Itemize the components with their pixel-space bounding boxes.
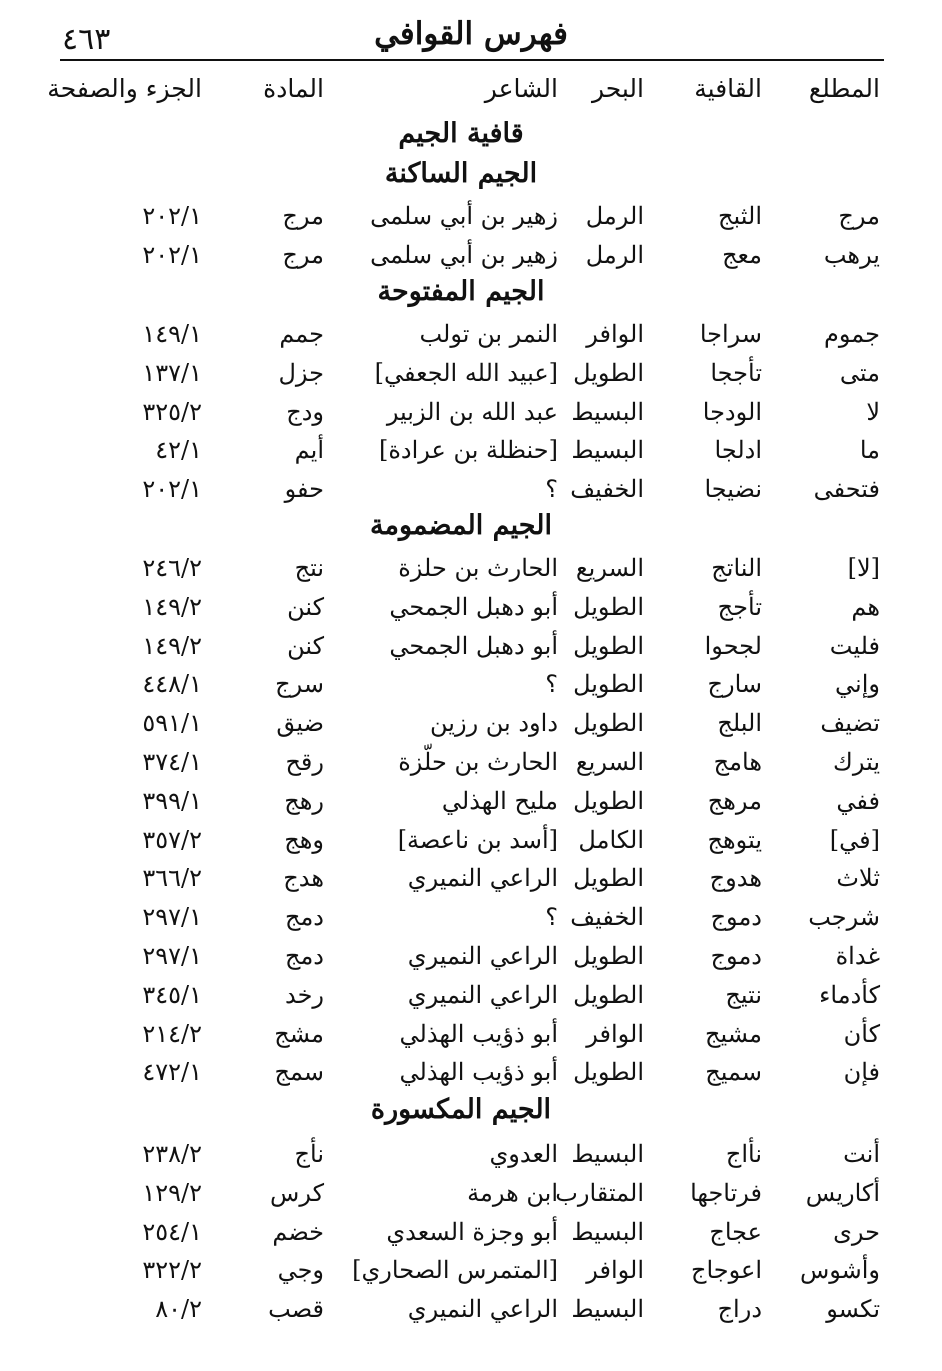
table-row [0,432,942,471]
cell-shaer: ؟ [545,903,558,932]
cell-matla: فتحفى [813,475,880,504]
cell-shaer: ؟ [545,670,558,699]
cell-matla: وأشوس [799,1256,880,1285]
table-row [0,1291,942,1330]
cell-qafia: دموج [710,941,762,970]
cell-qafia: سميج [705,1058,762,1087]
cell-shaer: [المتمرس الصحاري] [352,1256,558,1285]
cell-shaer: زهير بن أبي سلمى [370,202,558,230]
cell-qafia: البلج [717,709,762,738]
section-title: الجيم المفتوحة [377,276,545,307]
table-row [0,1214,942,1253]
cell-matla: مرج [838,202,880,230]
table-row [0,1136,942,1175]
cell-madda: سمج [274,1058,324,1087]
table-row [0,589,942,628]
cell-shaer: أبو ذؤيب الهذلي [399,1019,558,1048]
column-header-qafia: القافية [694,74,762,103]
cell-page: ١٢٩/٢ [142,1178,202,1207]
cell-bahr: الطويل [573,709,644,738]
cell-page: ٢٩٧/١ [142,941,202,970]
page-number: ٤٦٣ [62,22,111,57]
table-row [0,628,942,667]
table-row [0,783,942,822]
cell-bahr: البسيط [571,1217,644,1246]
table-row [0,1054,942,1093]
cell-qafia: دموج [710,903,762,932]
cell-bahr: الخفيف [570,475,644,504]
cell-page: ٣٧٤/١ [142,747,202,776]
cell-shaer: [عبيد الله الجعفي] [374,358,558,387]
cell-shaer: مليح الهذلي [441,786,558,815]
cell-page: ٢٣٨/٢ [142,1140,202,1168]
cell-bahr: البسيط [571,436,644,465]
column-header-matla: المطلع [808,74,880,103]
column-header-shaer: الشاعر [484,74,558,103]
cell-matla: هم [851,592,880,621]
cell-shaer: النمر بن تولب [419,320,558,348]
cell-madda: وهج [284,825,324,854]
cell-shaer: أبو دهبل الجمحي [389,631,558,660]
cell-qafia: هامج [713,747,762,776]
table-row [0,899,942,938]
table-row [0,550,942,589]
cell-shaer: الراعي النميري [407,980,558,1009]
cell-matla: شرجب [808,903,880,932]
cell-bahr: البسيط [571,1140,644,1168]
cell-shaer: [حنظلة بن عرادة] [378,436,558,465]
cell-qafia: لجحوا [704,631,762,660]
cell-page: ١٤٩/٢ [142,592,202,621]
cell-page: ١٤٩/١ [142,320,202,348]
cell-madda: قصب [268,1295,324,1324]
cell-bahr: الطويل [573,670,644,699]
table-row [0,237,942,276]
table-row [0,198,942,237]
cell-madda: كنن [287,631,324,660]
cell-madda: ضيق [276,709,324,738]
cell-page: ٤٧٢/١ [142,1058,202,1087]
table-row [0,666,942,705]
section-title: الجيم المكسورة [370,1094,552,1125]
cell-shaer: العدوي [489,1140,558,1168]
cell-shaer: الراعي النميري [407,1295,558,1324]
cell-page: ٨٠/٢ [155,1295,202,1324]
table-row [0,705,942,744]
cell-page: ٣٢٢/٢ [142,1256,202,1285]
cell-bahr: السريع [575,747,644,776]
cell-page: ٣٩٩/١ [142,786,202,815]
header-rule [60,59,884,61]
cell-bahr: الطويل [573,864,644,893]
cell-madda: حفو [284,475,324,504]
cell-matla: ما [859,436,880,465]
cell-shaer: الحارث بن حلّزة [398,747,558,776]
page-title: فهرس القوافي [374,16,568,52]
cell-bahr: الرمل [585,240,644,269]
cell-bahr: السريع [575,554,644,582]
cell-qafia: الثبج [718,202,762,230]
cell-matla: تضيف [820,709,880,738]
table-row [0,860,942,899]
section-title: الجيم الساكنة [384,158,538,189]
section-rows [0,550,942,1093]
cell-page: ٣٤٥/١ [142,980,202,1009]
cell-page: ٤٢/١ [155,436,202,465]
cell-page: ١٤٩/٢ [142,631,202,660]
cell-shaer: أبو دهبل الجمحي [389,592,558,621]
cell-page: ٢٩٧/١ [142,903,202,932]
cell-shaer: الراعي النميري [407,941,558,970]
cell-page: ٢٠٢/١ [142,202,202,230]
cell-bahr: الرمل [585,202,644,230]
cell-shaer: أبو ذؤيب الهذلي [399,1058,558,1087]
table-row [0,471,942,510]
cell-madda: مرج [282,202,324,230]
cell-qafia: الناتج [711,554,762,582]
cell-qafia: تأججا [710,358,762,387]
section-title: الجيم المضمومة [370,510,552,541]
cell-qafia: الودجا [702,397,762,426]
table-row [0,316,942,355]
cell-qafia: فرتاجها [690,1178,762,1207]
cell-madda: نتج [294,554,324,582]
table-row [0,744,942,783]
column-header-page: الجزء والصفحة [47,74,202,103]
cell-qafia: نتيج [725,980,762,1009]
table-row [0,1252,942,1291]
cell-matla: وإني [835,670,880,699]
cell-page: ٢٠٢/١ [142,475,202,504]
cell-madda: رقح [285,747,324,776]
cell-qafia: مشيج [705,1019,762,1048]
cell-qafia: تأجج [717,592,762,621]
cell-page: ١٣٧/١ [142,358,202,387]
main-heading: قافية الجيم [398,118,524,149]
cell-madda: جمم [279,320,324,348]
cell-shaer: أبو وجزة السعدي [386,1217,558,1246]
cell-qafia: نضيجا [704,475,762,504]
cell-matla: حرى [833,1217,880,1246]
cell-bahr: الطويل [573,592,644,621]
cell-matla: كأن [843,1019,880,1048]
cell-page: ٢٥٤/١ [142,1217,202,1246]
cell-bahr: الطويل [573,631,644,660]
cell-matla: لا [866,397,880,426]
cell-shaer: الراعي النميري [407,864,558,893]
cell-shaer: داود بن رزين [430,709,558,738]
cell-bahr: الوافر [586,1256,644,1285]
column-header-madda: المادة [263,74,324,103]
cell-bahr: الطويل [573,941,644,970]
cell-qafia: يتوهج [707,825,762,854]
cell-madda: دمج [284,903,324,932]
cell-qafia: مرهج [707,786,762,815]
cell-page: ٣٢٥/٢ [142,397,202,426]
cell-qafia: سراجا [699,320,762,348]
cell-bahr: الطويل [573,358,644,387]
cell-shaer: ابن هرمة [467,1178,558,1207]
section-rows [0,316,942,510]
cell-matla: كأدماء [819,980,880,1009]
cell-madda: كرس [270,1178,324,1207]
cell-matla: فإن [843,1058,880,1087]
column-header-bahr: البحر [591,74,644,103]
cell-matla: تكسو [826,1295,880,1324]
cell-madda: جزل [278,358,324,387]
cell-madda: أيم [294,436,324,465]
cell-madda: ودج [286,397,324,426]
cell-matla: يرهب [823,240,880,269]
table-row [0,355,942,394]
cell-page: ٥٩١/١ [142,709,202,738]
cell-page: ٣٥٧/٢ [142,825,202,854]
cell-madda: كنن [287,592,324,621]
cell-bahr: الوافر [586,320,644,348]
cell-matla: أنت [843,1140,880,1168]
cell-matla: فليت [829,631,880,660]
table-row [0,1016,942,1055]
cell-matla: [في] [829,825,880,854]
cell-madda: مشج [274,1019,324,1048]
cell-matla: غداة [835,941,880,970]
cell-qafia: ادلجا [714,436,762,465]
cell-qafia: عجاج [709,1217,762,1246]
cell-qafia: دراج [717,1295,762,1324]
section-rows [0,1136,942,1330]
cell-page: ٤٤٨/١ [142,670,202,699]
table-row [0,394,942,433]
cell-bahr: الكامل [578,825,644,854]
cell-matla: متى [839,358,880,387]
cell-bahr: الطويل [573,1058,644,1087]
cell-bahr: البسيط [571,1295,644,1324]
cell-madda: مرج [282,240,324,269]
cell-madda: رهج [284,786,324,815]
cell-shaer: الحارث بن حلزة [398,554,558,582]
cell-matla: [لا] [847,554,880,582]
cell-matla: يترك [833,747,880,776]
cell-madda: هدج [283,864,324,893]
cell-madda: نأج [294,1140,324,1168]
cell-page: ٢٠٢/١ [142,240,202,269]
cell-shaer: [أسد بن ناعصة] [397,825,558,854]
cell-bahr: الوافر [586,1019,644,1048]
cell-bahr: المتقارب [555,1178,644,1207]
table-row [0,977,942,1016]
cell-shaer: ؟ [545,475,558,504]
column-headers [0,74,942,114]
cell-page: ٣٦٦/٢ [142,864,202,893]
cell-madda: وجي [277,1256,324,1285]
cell-qafia: نأاج [725,1140,762,1168]
cell-bahr: الطويل [573,980,644,1009]
cell-shaer: زهير بن أبي سلمى [370,240,558,269]
cell-matla: أكاريس [805,1178,880,1207]
cell-madda: سرج [275,670,324,699]
cell-qafia: معج [722,240,762,269]
cell-madda: دمج [284,941,324,970]
cell-bahr: الطويل [573,786,644,815]
cell-matla: ثلاث [836,864,880,893]
cell-madda: رخد [284,980,324,1009]
cell-bahr: الخفيف [570,903,644,932]
cell-qafia: هدوج [709,864,762,893]
cell-page: ٢١٤/٢ [142,1019,202,1048]
cell-matla: جموم [824,320,880,348]
cell-qafia: اعوجاج [690,1256,762,1285]
cell-shaer: عبد الله بن الزبير [386,397,558,426]
cell-matla: ففي [836,786,880,815]
table-row [0,938,942,977]
cell-madda: خضم [272,1217,324,1246]
table-row [0,822,942,861]
cell-bahr: البسيط [571,397,644,426]
cell-page: ٢٤٦/٢ [142,554,202,582]
cell-qafia: سارج [707,670,762,699]
section-rows [0,198,942,276]
table-row [0,1175,942,1214]
